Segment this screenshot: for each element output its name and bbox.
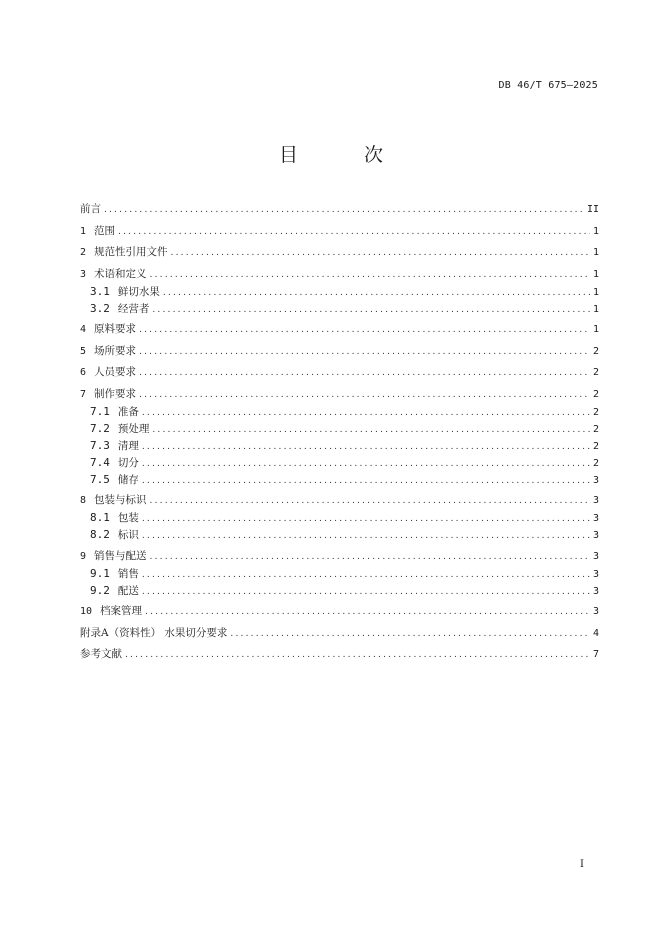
toc-entry-page: 3 <box>592 513 599 524</box>
toc-entry[interactable] <box>80 509 599 526</box>
toc-entry-label: 鲜切水果 <box>117 285 160 298</box>
toc-entry-page: 2 <box>592 457 599 469</box>
toc-entry-number: 9.2 <box>90 583 110 597</box>
toc-entry-label: 原料要求 <box>94 323 137 335</box>
page-number: I <box>580 859 584 870</box>
dot-leader <box>139 387 590 404</box>
page-title: 目 次 <box>278 144 414 166</box>
dot-leader <box>152 302 590 319</box>
toc-entry-number: 5 <box>80 345 87 357</box>
dot-leader <box>142 511 590 528</box>
dot-leader <box>152 422 590 439</box>
dot-leader <box>150 267 590 284</box>
toc-entry-number: 8.1 <box>90 511 110 524</box>
dot-leader <box>142 584 590 601</box>
toc-entry[interactable] <box>80 244 599 261</box>
toc-entry[interactable] <box>80 283 599 300</box>
toc-entry-number: 7.1 <box>90 404 110 418</box>
toc-entry-label: 前言 <box>80 203 101 215</box>
toc-entry-page: 1 <box>592 268 599 280</box>
toc-entry[interactable] <box>80 471 599 488</box>
toc-entry-page: 3 <box>592 495 599 506</box>
dot-leader <box>230 626 590 643</box>
toc-entry[interactable] <box>80 364 599 381</box>
toc-entry-label: 经营者 <box>117 302 150 315</box>
dot-leader <box>150 493 590 510</box>
dot-leader <box>171 245 590 262</box>
toc-entry[interactable] <box>80 603 599 620</box>
toc-entry-label: 参考文献 <box>80 648 122 660</box>
dot-leader <box>104 202 584 219</box>
dot-leader <box>142 405 590 422</box>
toc-entry-label: 标识 <box>117 529 139 541</box>
toc-entry[interactable] <box>80 201 599 218</box>
toc-entry-number: 8 <box>80 495 87 506</box>
toc-entry-page: 2 <box>592 345 599 357</box>
toc-entry[interactable] <box>80 582 599 599</box>
toc-entry-page: 2 <box>592 388 599 400</box>
toc-entry-page: 2 <box>592 440 599 452</box>
dot-leader <box>139 344 590 361</box>
toc-entry-number: 7.2 <box>90 421 110 435</box>
toc-entry-label: 术语和定义 <box>94 267 147 280</box>
toc-entry-page: II <box>586 204 599 215</box>
toc-entry-label: 预处理 <box>117 422 150 435</box>
toc-entry-number: 3 <box>80 268 87 280</box>
toc-entry-number: 10 <box>80 606 93 617</box>
toc-entry-label: 储存 <box>117 473 139 486</box>
toc-entry-label: 切分 <box>117 456 139 469</box>
toc-entry-label: 范围 <box>94 224 116 237</box>
table-of-contents <box>80 201 599 663</box>
toc-entry[interactable] <box>80 526 599 543</box>
toc-entry[interactable] <box>80 548 599 565</box>
toc-entry-page: 2 <box>592 406 599 418</box>
toc-entry[interactable] <box>80 386 599 403</box>
toc-entry-label: 包装 <box>117 512 139 524</box>
toc-entry-number: 2 <box>80 247 87 258</box>
toc-entry[interactable] <box>80 625 599 642</box>
document-code: DB 46/T 675—2025 <box>498 80 598 91</box>
toc-entry-number: 9 <box>80 550 87 562</box>
toc-entry-label: 清理 <box>117 439 139 452</box>
toc-entry-number: 3.2 <box>90 301 110 315</box>
toc-entry-page: 1 <box>592 303 599 315</box>
toc-entry-number: 3.1 <box>90 284 110 298</box>
toc-entry-label: 配送 <box>117 584 139 597</box>
toc-entry-number: 7.4 <box>90 455 110 469</box>
toc-entry-page: 1 <box>592 247 599 258</box>
toc-entry-label: 销售 <box>117 567 139 580</box>
toc-entry-number: 1 <box>80 225 87 237</box>
dot-leader <box>142 439 590 456</box>
toc-entry-page: 1 <box>592 324 599 335</box>
dot-leader <box>142 528 590 545</box>
toc-entry-label: 准备 <box>117 405 139 418</box>
toc-entry[interactable] <box>80 565 599 582</box>
dot-leader <box>145 604 590 621</box>
toc-entry-label: 人员要求 <box>94 366 137 378</box>
dot-leader <box>125 647 590 664</box>
toc-entry-page: 3 <box>592 568 599 580</box>
toc-entry-page: 4 <box>592 627 599 639</box>
toc-entry-number: 6 <box>80 367 87 378</box>
toc-entry-page: 1 <box>592 225 599 237</box>
toc-entry[interactable] <box>80 646 599 663</box>
toc-entry[interactable] <box>80 223 599 240</box>
toc-entry[interactable] <box>80 300 599 317</box>
toc-entry-page: 3 <box>592 606 599 617</box>
toc-entry-label: 销售与配送 <box>94 549 147 562</box>
toc-entry-number: 4 <box>80 324 87 335</box>
toc-entry-label: 包装与标识 <box>94 494 147 506</box>
toc-entry-number: 7.3 <box>90 438 110 452</box>
toc-entry-page: 2 <box>592 367 599 378</box>
toc-entry[interactable] <box>80 420 599 437</box>
toc-entry-page: 2 <box>592 423 599 435</box>
toc-entry[interactable] <box>80 403 599 420</box>
toc-entry-label: 制作要求 <box>94 387 137 400</box>
dot-leader <box>142 456 590 473</box>
toc-entry[interactable] <box>80 454 599 471</box>
toc-entry-number: 9.1 <box>90 566 110 580</box>
toc-entry-number: 7.5 <box>90 472 110 486</box>
toc-entry[interactable] <box>80 266 599 283</box>
toc-entry-page: 1 <box>592 286 599 298</box>
toc-entry-page: 3 <box>592 474 599 486</box>
dot-leader <box>139 322 590 339</box>
dot-leader <box>118 224 590 241</box>
toc-entry-number: 8.2 <box>90 528 110 541</box>
toc-entry-label: 场所要求 <box>94 344 137 357</box>
toc-entry[interactable] <box>80 321 599 338</box>
dot-leader <box>139 365 590 382</box>
dot-leader <box>150 549 590 566</box>
toc-entry-label: 附录A（资料性） 水果切分要求 <box>80 626 228 639</box>
dot-leader <box>142 473 590 490</box>
toc-entry-page: 7 <box>592 649 599 660</box>
toc-entry[interactable] <box>80 343 599 360</box>
toc-entry-page: 3 <box>592 530 599 541</box>
toc-entry[interactable] <box>80 492 599 509</box>
toc-entry-label: 规范性引用文件 <box>94 246 168 258</box>
toc-entry-page: 3 <box>592 585 599 597</box>
dot-leader <box>142 567 590 584</box>
toc-entry-number: 7 <box>80 388 87 400</box>
dot-leader <box>163 285 590 302</box>
toc-entry-page: 3 <box>592 550 599 562</box>
toc-entry[interactable] <box>80 437 599 454</box>
toc-entry-label: 档案管理 <box>100 605 143 617</box>
